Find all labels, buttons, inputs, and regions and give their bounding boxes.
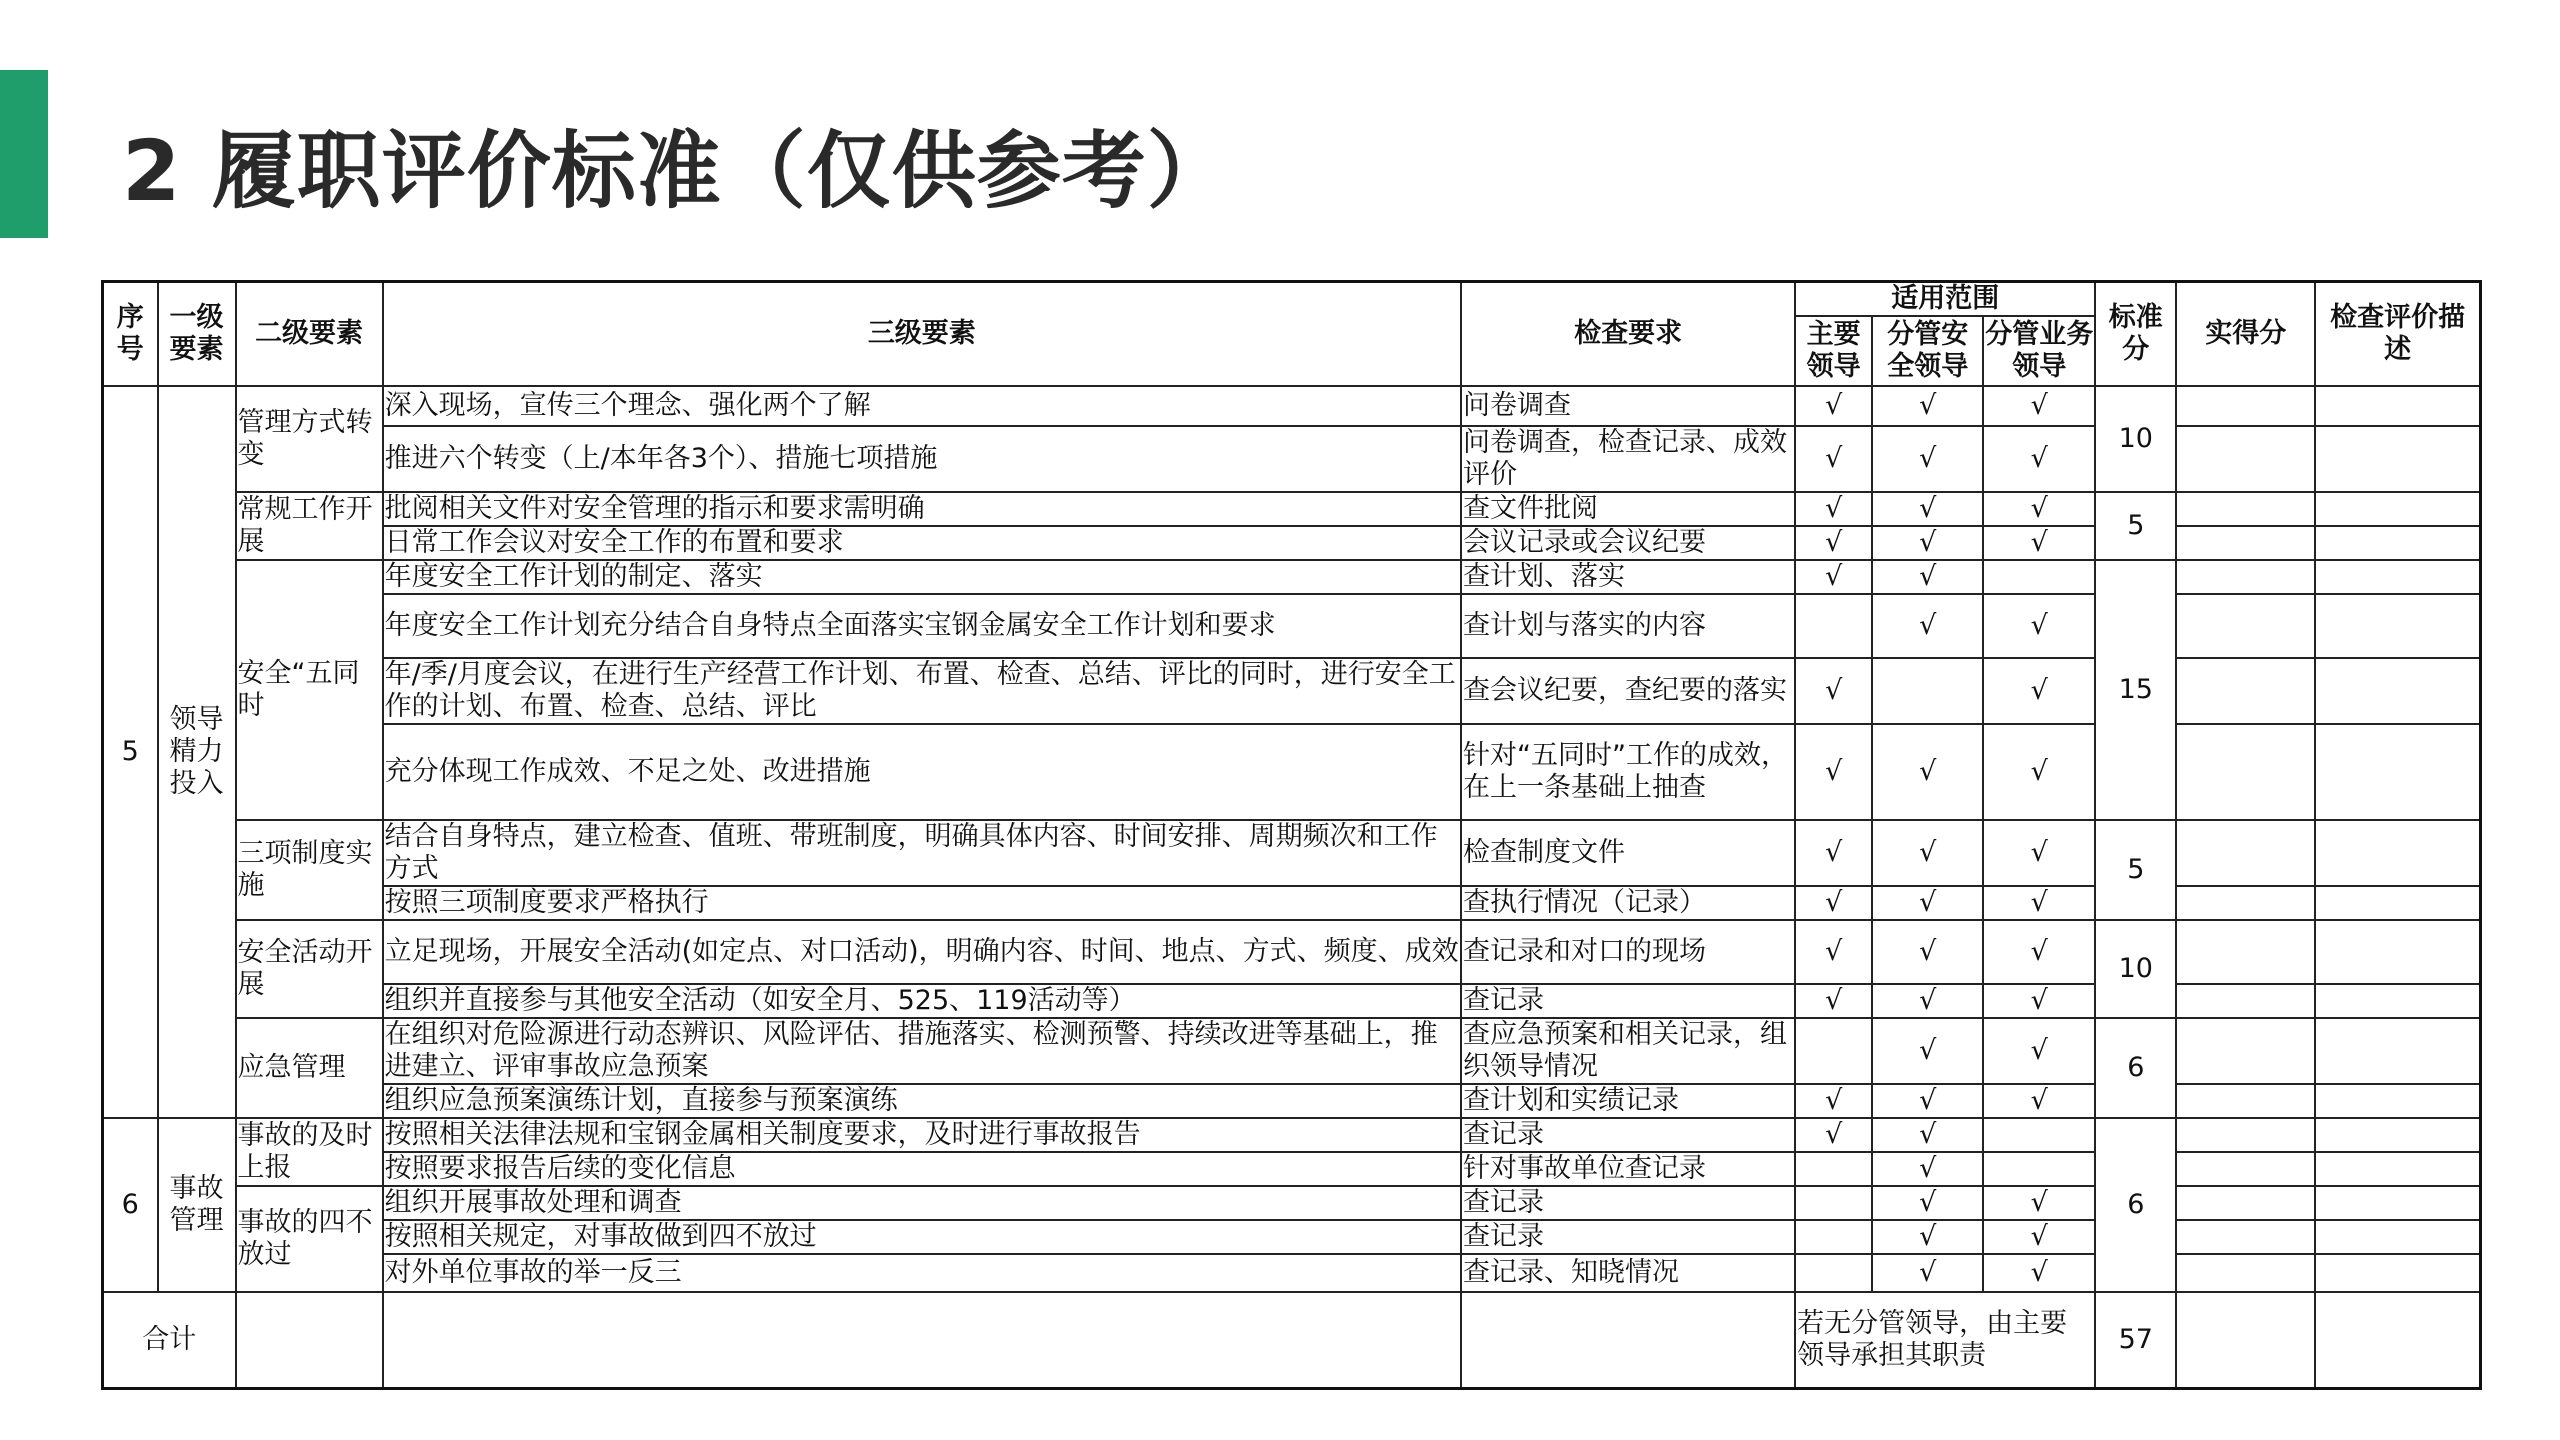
- actual-score-cell: [2176, 526, 2315, 560]
- check-requirement-cell: 查文件批阅: [1461, 492, 1795, 526]
- scope-check-cell: √: [1872, 426, 1983, 492]
- scope-check-cell: √: [1795, 386, 1872, 426]
- actual-score-cell: [2176, 1254, 2315, 1292]
- scope-check-cell: √: [1983, 1186, 2095, 1220]
- evaluation-description-cell: [2315, 1084, 2480, 1118]
- total-score: 57: [2095, 1292, 2176, 1388]
- scope-check-cell: [1795, 1220, 1872, 1254]
- level3-cell: 组织开展事故处理和调查: [383, 1186, 1461, 1220]
- level2-cell: 常规工作开展: [236, 492, 383, 560]
- scope-check-cell: √: [1795, 426, 1872, 492]
- level2-cell: 事故的及时上报: [236, 1118, 383, 1186]
- scope-check-cell: √: [1983, 920, 2095, 984]
- standard-score-cell: 10: [2095, 920, 2176, 1018]
- scope-check-cell: √: [1983, 386, 2095, 426]
- scope-check-cell: √: [1872, 1084, 1983, 1118]
- scope-check-cell: √: [1983, 492, 2095, 526]
- header-scope-main: 主要领导: [1795, 316, 1872, 386]
- scope-check-cell: √: [1872, 1254, 1983, 1292]
- table-body: [103, 386, 2481, 1292]
- standard-score-cell: 10: [2095, 386, 2176, 492]
- evaluation-description-cell: [2315, 526, 2480, 560]
- scope-check-cell: √: [1872, 1220, 1983, 1254]
- scope-check-cell: √: [1983, 1254, 2095, 1292]
- check-requirement-cell: 查计划与落实的内容: [1461, 594, 1795, 658]
- scope-check-cell: [1795, 1152, 1872, 1186]
- check-requirement-cell: 会议记录或会议纪要: [1461, 526, 1795, 560]
- check-requirement-cell: 查记录、知晓情况: [1461, 1254, 1795, 1292]
- scope-check-cell: √: [1872, 886, 1983, 920]
- evaluation-description-cell: [2315, 1220, 2480, 1254]
- level3-cell: 推进六个转变（上/本年各3个）、措施七项措施: [383, 426, 1461, 492]
- header-standard-score: 标准分: [2095, 282, 2176, 387]
- table-row: [103, 920, 2481, 984]
- header-seq: 序号: [103, 282, 158, 387]
- scope-check-cell: √: [1872, 820, 1983, 886]
- evaluation-description-cell: [2315, 984, 2480, 1018]
- check-requirement-cell: 查记录: [1461, 1186, 1795, 1220]
- total-desc: [2315, 1292, 2480, 1388]
- table-row: [103, 1018, 2481, 1084]
- header-level2: 二级要素: [236, 282, 383, 387]
- level3-cell: 年度安全工作计划的制定、落实: [383, 560, 1461, 594]
- actual-score-cell: [2176, 426, 2315, 492]
- scope-check-cell: √: [1872, 1118, 1983, 1152]
- scope-check-cell: √: [1983, 820, 2095, 886]
- scope-check-cell: √: [1983, 1084, 2095, 1118]
- total-actual: [2176, 1292, 2315, 1388]
- actual-score-cell: [2176, 724, 2315, 820]
- actual-score-cell: [2176, 594, 2315, 658]
- evaluation-description-cell: [2315, 886, 2480, 920]
- scope-check-cell: √: [1983, 594, 2095, 658]
- actual-score-cell: [2176, 920, 2315, 984]
- table-row: [103, 386, 2481, 426]
- evaluation-description-cell: [2315, 1018, 2480, 1084]
- seq-cell: 5: [103, 386, 158, 1118]
- actual-score-cell: [2176, 1118, 2315, 1152]
- check-requirement-cell: 查计划、落实: [1461, 560, 1795, 594]
- scope-check-cell: √: [1983, 886, 2095, 920]
- check-requirement-cell: 查应急预案和相关记录，组织领导情况: [1461, 1018, 1795, 1084]
- level3-cell: 按照要求报告后续的变化信息: [383, 1152, 1461, 1186]
- scope-check-cell: √: [1872, 594, 1983, 658]
- actual-score-cell: [2176, 492, 2315, 526]
- evaluation-description-cell: [2315, 920, 2480, 984]
- scope-check-cell: √: [1872, 920, 1983, 984]
- evaluation-description-cell: [2315, 1152, 2480, 1186]
- level3-cell: 按照相关法律法规和宝钢金属相关制度要求，及时进行事故报告: [383, 1118, 1461, 1152]
- evaluation-description-cell: [2315, 1186, 2480, 1220]
- check-requirement-cell: 查记录和对口的现场: [1461, 920, 1795, 984]
- scope-check-cell: √: [1872, 984, 1983, 1018]
- check-requirement-cell: 检查制度文件: [1461, 820, 1795, 886]
- header-scope: 适用范围: [1795, 282, 2095, 317]
- check-requirement-cell: 问卷调查，检查记录、成效评价: [1461, 426, 1795, 492]
- actual-score-cell: [2176, 560, 2315, 594]
- level3-cell: 在组织对危险源进行动态辨识、风险评估、措施落实、检测预警、持续改进等基础上，推进建立、评审事故应急预案: [383, 1018, 1461, 1084]
- level2-cell: 三项制度实施: [236, 820, 383, 920]
- check-requirement-cell: 查记录: [1461, 1118, 1795, 1152]
- level3-cell: 深入现场，宣传三个理念、强化两个了解: [383, 386, 1461, 426]
- standard-score-cell: 5: [2095, 820, 2176, 920]
- level2-cell: 事故的四不放过: [236, 1186, 383, 1292]
- header-scope-business: 分管业务领导: [1983, 316, 2095, 386]
- scope-check-cell: [1795, 1254, 1872, 1292]
- scope-check-cell: √: [1872, 724, 1983, 820]
- level3-cell: 年度安全工作计划充分结合自身特点全面落实宝钢金属安全工作计划和要求: [383, 594, 1461, 658]
- level3-cell: 对外单位事故的举一反三: [383, 1254, 1461, 1292]
- scope-check-cell: √: [1983, 426, 2095, 492]
- table-row: [103, 1118, 2481, 1152]
- scope-check-cell: √: [1872, 492, 1983, 526]
- header-actual-score: 实得分: [2176, 282, 2315, 387]
- evaluation-description-cell: [2315, 820, 2480, 886]
- check-requirement-cell: 问卷调查: [1461, 386, 1795, 426]
- scope-check-cell: [1983, 1118, 2095, 1152]
- scope-check-cell: √: [1983, 526, 2095, 560]
- scope-check-cell: √: [1983, 1220, 2095, 1254]
- actual-score-cell: [2176, 658, 2315, 724]
- scope-check-cell: √: [1983, 984, 2095, 1018]
- scope-check-cell: [1795, 1186, 1872, 1220]
- scope-check-cell: [1983, 1152, 2095, 1186]
- scope-check-cell: √: [1872, 560, 1983, 594]
- scope-check-cell: √: [1983, 658, 2095, 724]
- header-scope-safety: 分管安全领导: [1872, 316, 1983, 386]
- scope-check-cell: √: [1795, 820, 1872, 886]
- actual-score-cell: [2176, 820, 2315, 886]
- actual-score-cell: [2176, 1152, 2315, 1186]
- level2-cell: 安全“五同时: [236, 560, 383, 820]
- table-row: [103, 560, 2481, 594]
- level1-cell: 领导精力投入: [158, 386, 236, 1118]
- total-empty-l2: [236, 1292, 383, 1388]
- table-row: [103, 820, 2481, 886]
- level2-cell: 应急管理: [236, 1018, 383, 1118]
- check-requirement-cell: 针对“五同时”工作的成效，在上一条基础上抽查: [1461, 724, 1795, 820]
- evaluation-description-cell: [2315, 594, 2480, 658]
- total-empty-req: [1461, 1292, 1795, 1388]
- check-requirement-cell: 查记录: [1461, 1220, 1795, 1254]
- check-requirement-cell: 查计划和实绩记录: [1461, 1084, 1795, 1118]
- actual-score-cell: [2176, 1084, 2315, 1118]
- scope-check-cell: √: [1795, 1084, 1872, 1118]
- scope-check-cell: √: [1795, 658, 1872, 724]
- level3-cell: 结合自身特点，建立检查、值班、带班制度，明确具体内容、时间安排、周期频次和工作方式: [383, 820, 1461, 886]
- scope-check-cell: √: [1795, 886, 1872, 920]
- standard-score-cell: 15: [2095, 560, 2176, 820]
- scope-check-cell: √: [1795, 1118, 1872, 1152]
- scope-check-cell: √: [1795, 984, 1872, 1018]
- header-level3: 三级要素: [383, 282, 1461, 387]
- scope-check-cell: √: [1795, 526, 1872, 560]
- seq-cell: 6: [103, 1118, 158, 1292]
- evaluation-table: [101, 280, 2482, 1390]
- header-level1: 一级要素: [158, 282, 236, 387]
- level2-cell: 安全活动开展: [236, 920, 383, 1018]
- evaluation-description-cell: [2315, 386, 2480, 426]
- page-title: 2 履职评价标准（仅供参考）: [122, 122, 1232, 220]
- standard-score-cell: 5: [2095, 492, 2176, 560]
- evaluation-description-cell: [2315, 492, 2480, 526]
- scope-check-cell: √: [1795, 724, 1872, 820]
- scope-check-cell: √: [1795, 492, 1872, 526]
- scope-check-cell: √: [1872, 1186, 1983, 1220]
- scope-check-cell: √: [1872, 1152, 1983, 1186]
- evaluation-description-cell: [2315, 1118, 2480, 1152]
- level1-cell: 事故管理: [158, 1118, 236, 1292]
- actual-score-cell: [2176, 1018, 2315, 1084]
- evaluation-description-cell: [2315, 658, 2480, 724]
- table-row: [103, 492, 2481, 526]
- evaluation-description-cell: [2315, 724, 2480, 820]
- accent-bar: [0, 70, 48, 238]
- check-requirement-cell: 查执行情况（记录）: [1461, 886, 1795, 920]
- evaluation-description-cell: [2315, 1254, 2480, 1292]
- level3-cell: 批阅相关文件对安全管理的指示和要求需明确: [383, 492, 1461, 526]
- level3-cell: 日常工作会议对安全工作的布置和要求: [383, 526, 1461, 560]
- header-check-requirement: 检查要求: [1461, 282, 1795, 387]
- total-empty-l3: [383, 1292, 1461, 1388]
- level3-cell: 按照相关规定，对事故做到四不放过: [383, 1220, 1461, 1254]
- scope-check-cell: √: [1872, 526, 1983, 560]
- header-evaluation-description: 检查评价描述: [2315, 282, 2480, 387]
- level3-cell: 年/季/月度会议，在进行生产经营工作计划、布置、检查、总结、评比的同时，进行安全工作的计划、布置、检查、总结、评比: [383, 658, 1461, 724]
- level3-cell: 充分体现工作成效、不足之处、改进措施: [383, 724, 1461, 820]
- check-requirement-cell: 针对事故单位查记录: [1461, 1152, 1795, 1186]
- total-note: 若无分管领导，由主要领导承担其职责: [1795, 1292, 2095, 1388]
- scope-check-cell: √: [1795, 560, 1872, 594]
- total-label: 合计: [103, 1292, 236, 1388]
- scope-check-cell: √: [1983, 1018, 2095, 1084]
- level3-cell: 按照三项制度要求严格执行: [383, 886, 1461, 920]
- check-requirement-cell: 查记录: [1461, 984, 1795, 1018]
- scope-check-cell: √: [1872, 386, 1983, 426]
- evaluation-description-cell: [2315, 560, 2480, 594]
- actual-score-cell: [2176, 1186, 2315, 1220]
- actual-score-cell: [2176, 984, 2315, 1018]
- actual-score-cell: [2176, 386, 2315, 426]
- check-requirement-cell: 查会议纪要，查纪要的落实: [1461, 658, 1795, 724]
- scope-check-cell: √: [1872, 1018, 1983, 1084]
- level3-cell: 立足现场，开展安全活动(如定点、对口活动)，明确内容、时间、地点、方式、频度、成效: [383, 920, 1461, 984]
- scope-check-cell: [1983, 560, 2095, 594]
- standard-score-cell: 6: [2095, 1018, 2176, 1118]
- scope-check-cell: [1795, 594, 1872, 658]
- evaluation-description-cell: [2315, 426, 2480, 492]
- level2-cell: 管理方式转变: [236, 386, 383, 492]
- actual-score-cell: [2176, 886, 2315, 920]
- scope-check-cell: √: [1795, 920, 1872, 984]
- scope-check-cell: [1795, 1018, 1872, 1084]
- actual-score-cell: [2176, 1220, 2315, 1254]
- scope-check-cell: √: [1983, 724, 2095, 820]
- standard-score-cell: 6: [2095, 1118, 2176, 1292]
- level3-cell: 组织并直接参与其他安全活动（如安全月、525、119活动等）: [383, 984, 1461, 1018]
- level3-cell: 组织应急预案演练计划，直接参与预案演练: [383, 1084, 1461, 1118]
- scope-check-cell: [1872, 658, 1983, 724]
